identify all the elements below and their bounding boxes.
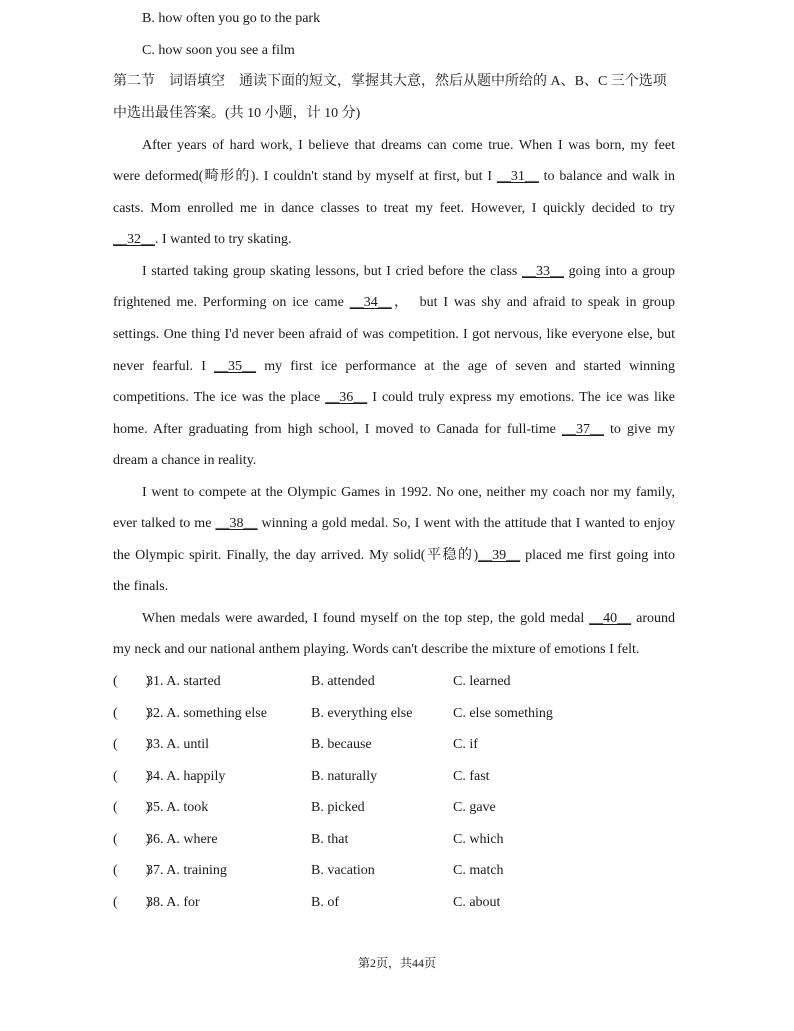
blank-32: __32__ bbox=[113, 232, 155, 247]
option-c: C. else something bbox=[453, 706, 553, 721]
answer-paren[interactable]: ( ) bbox=[113, 800, 151, 815]
option-b: B. that bbox=[311, 832, 349, 847]
passage-line: dream a chance in reality. bbox=[113, 453, 257, 468]
section-heading-line1: 第二节 词语填空 通读下面的短文，掌握其大意，然后从题中所给的 A、B、C 三个选项 bbox=[113, 74, 667, 89]
passage-line: the finals. bbox=[113, 579, 169, 594]
option-c: C. if bbox=[453, 737, 478, 752]
option-b: B. attended bbox=[311, 674, 375, 689]
passage-line bbox=[113, 358, 675, 376]
passage-line bbox=[113, 294, 675, 312]
text: the Olympic spirit. Finally, the day arrived. My solid(平稳的) bbox=[113, 548, 479, 563]
blank-37: __37__ bbox=[561, 422, 604, 437]
passage-line bbox=[113, 547, 675, 565]
option-b: B. vacation bbox=[311, 863, 375, 878]
blank-36: __36__ bbox=[325, 390, 368, 405]
option-a: 35. A. took bbox=[146, 800, 209, 815]
section-heading-line2: 中选出最佳答案。(共 10 小题，计 10 分) bbox=[113, 106, 361, 121]
option-c: C. fast bbox=[453, 769, 490, 784]
option-b: B. picked bbox=[311, 800, 365, 815]
text: going into a group bbox=[564, 264, 676, 279]
option-b: B. naturally bbox=[311, 769, 378, 784]
option-c: C. gave bbox=[453, 800, 496, 815]
passage-line bbox=[142, 610, 675, 628]
blank-31: __31__ bbox=[496, 169, 539, 184]
answer-paren[interactable]: ( ) bbox=[113, 674, 151, 689]
text: my first ice performance at the age of seven and started winning bbox=[256, 359, 675, 374]
option-a: 33. A. until bbox=[146, 737, 210, 752]
option-a: 38. A. for bbox=[146, 895, 200, 910]
answer-paren[interactable]: ( ) bbox=[113, 895, 151, 910]
option-c: C. about bbox=[453, 895, 501, 910]
option-a: 31. A. started bbox=[146, 674, 221, 689]
option-c-line: C. how soon you see a film bbox=[142, 43, 295, 58]
option-b: B. because bbox=[311, 737, 372, 752]
blank-38: __38__ bbox=[215, 516, 258, 531]
passage-line: my neck and our national anthem playing. Words can't describe the mixture of emotions I felt. bbox=[113, 642, 640, 657]
text: I started taking group skating lessons, but I cried before the class bbox=[142, 264, 522, 279]
answer-paren[interactable]: ( ) bbox=[113, 832, 151, 847]
passage-line: casts. Mom enrolled me in dance classes to treat my feet. However, I quickly decided to try bbox=[113, 201, 675, 216]
option-a: 32. A. something else bbox=[146, 706, 267, 721]
blank-40: __40__ bbox=[589, 611, 632, 626]
passage-line: I went to compete at the Olympic Games in 1992. No one, neither my coach nor my family, bbox=[142, 485, 675, 500]
text: were deformed(畸形的). I couldn't stand by myself at first, but I bbox=[113, 169, 497, 184]
text: ， but I was shy and afraid to speak in group bbox=[391, 295, 675, 310]
answer-paren[interactable]: ( ) bbox=[113, 737, 151, 752]
page-footer: 第2页，共44页 bbox=[357, 956, 436, 970]
passage-line: After years of hard work, I believe that dreams can come true. When I was born, my feet bbox=[142, 138, 675, 153]
text: When medals were awarded, I found myself on the top step, the gold medal bbox=[142, 611, 590, 626]
text: placed me first going into bbox=[520, 548, 675, 563]
passage-line bbox=[113, 168, 675, 186]
option-b: B. everything else bbox=[311, 706, 413, 721]
text: competitions. The ice was the place bbox=[113, 390, 326, 405]
text: . I wanted to try skating. bbox=[155, 232, 292, 247]
text: I could truly express my emotions. The ice was like bbox=[367, 390, 676, 405]
option-a: 34. A. happily bbox=[146, 769, 226, 784]
answer-paren[interactable]: ( ) bbox=[113, 863, 151, 878]
blank-35: __35__ bbox=[214, 359, 257, 374]
text: around bbox=[631, 611, 675, 626]
text: ever talked to me bbox=[113, 516, 216, 531]
option-c: C. which bbox=[453, 832, 504, 847]
text: winning a gold medal. So, I went with the attitude that I wanted to enjoy bbox=[257, 516, 676, 531]
passage-line bbox=[113, 421, 675, 439]
blank-39: __39__ bbox=[478, 548, 521, 563]
text: to balance and walk in bbox=[538, 169, 675, 184]
text: home. After graduating from high school, I moved to Canada for full-time bbox=[113, 422, 562, 437]
text: frightened me. Performing on ice came bbox=[113, 295, 350, 310]
text: never fearful. I bbox=[113, 359, 215, 374]
answer-paren[interactable]: ( ) bbox=[113, 706, 151, 721]
passage-line bbox=[142, 263, 675, 281]
passage-line: settings. One thing I'd never been afraid of was competition. I got nervous, like everyone else, but bbox=[113, 327, 675, 342]
option-a: 36. A. where bbox=[146, 832, 218, 847]
option-c: C. match bbox=[453, 863, 504, 878]
passage-line bbox=[113, 515, 675, 533]
blank-34: __34__ bbox=[349, 295, 392, 310]
blank-33: __33__ bbox=[522, 264, 564, 279]
text: to give my bbox=[603, 422, 675, 437]
option-c: C. learned bbox=[453, 674, 511, 689]
option-b: B. of bbox=[311, 895, 339, 910]
option-a: 37. A. training bbox=[146, 863, 227, 878]
passage-line bbox=[113, 231, 675, 249]
answer-paren[interactable]: ( ) bbox=[113, 769, 151, 784]
passage-line bbox=[113, 389, 675, 407]
option-b-line: B. how often you go to the park bbox=[142, 11, 321, 26]
